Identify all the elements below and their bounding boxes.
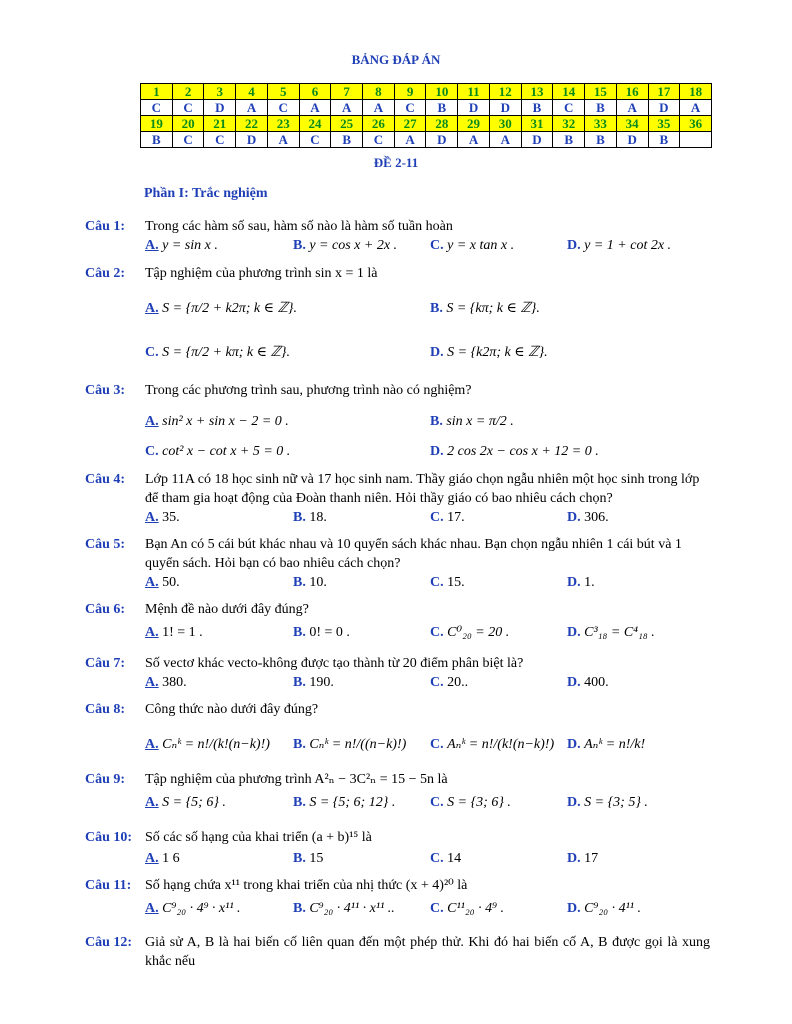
- option-b: B. Cₙᵏ = n!/((n−k)!): [293, 737, 407, 752]
- question-number-cell: 17: [648, 84, 680, 100]
- option-c: C. C¹¹₂₀ · 4⁹ .: [430, 901, 504, 916]
- answer-cell: B: [141, 132, 173, 148]
- question-text: Mệnh đề nào dưới đây đúng?: [145, 602, 309, 617]
- answer-cell: B: [585, 100, 617, 116]
- option-d: D. 1.: [567, 575, 595, 590]
- question-label: Câu 12:: [85, 935, 133, 950]
- question-number-cell: 19: [141, 116, 173, 132]
- answer-cell: B: [648, 132, 680, 148]
- question-4: [85, 470, 710, 527]
- question-number-cell: 18: [680, 84, 712, 100]
- question-6: [85, 600, 710, 642]
- option-c: C. S = {3; 6} .: [430, 795, 511, 810]
- question-text: Số các số hạng của khai triển (a + b)¹⁵ là: [145, 830, 372, 845]
- option-b: B. C⁹₂₀ · 4¹¹ · x¹¹ ..: [293, 901, 395, 916]
- question-label: Câu 3:: [85, 383, 126, 398]
- question-7: [85, 654, 710, 692]
- question-10: [85, 828, 710, 868]
- question-label: Câu 5:: [85, 537, 126, 552]
- option-d: D. y = 1 + cot 2x .: [567, 238, 672, 253]
- answer-cell: D: [426, 132, 458, 148]
- question-number-cell: 27: [394, 116, 426, 132]
- answer-cell: B: [331, 132, 363, 148]
- answer-cell: A: [236, 100, 268, 116]
- answer-cell: B: [553, 132, 585, 148]
- answer-cell: C: [172, 132, 204, 148]
- option-d: D. 306.: [567, 510, 609, 525]
- option-c: C. 14: [430, 851, 462, 866]
- part-title: Phần I: Trắc nghiệm: [144, 186, 268, 201]
- question-text: Số hạng chứa x¹¹ trong khai triển của nhị thức (x + 4)²⁰ là: [145, 878, 468, 893]
- question-number-cell: 34: [616, 116, 648, 132]
- answer-cell: A: [363, 100, 395, 116]
- option-b: B. 190.: [293, 675, 334, 690]
- question-2: [85, 264, 710, 373]
- option-c: C. C⁰₂₀ = 20 .: [430, 625, 510, 640]
- option-a: A. Cₙᵏ = n!/(k!(n−k)!): [145, 737, 270, 752]
- answer-cell: C: [363, 132, 395, 148]
- question-11: [85, 876, 710, 918]
- answer-cell: B: [585, 132, 617, 148]
- answer-cell: D: [616, 132, 648, 148]
- answer-cell: A: [267, 132, 299, 148]
- question-number-cell: 25: [331, 116, 363, 132]
- question-label: Câu 2:: [85, 266, 126, 281]
- question-text: Bạn An có 5 cái bút khác nhau và 10 quyển sách khác nhau. Bạn chọn ngẫu nhiên 1 cái bút và 1 quyển sách. Hỏi bạn có bao nhiêu cách chọn?: [145, 537, 682, 571]
- question-label: Câu 10:: [85, 830, 133, 845]
- option-d: D. 17: [567, 851, 599, 866]
- option-a: A. 1! = 1 .: [145, 625, 203, 640]
- question-label: Câu 1:: [85, 219, 126, 234]
- answer-cell: C: [553, 100, 585, 116]
- question-number-cell: 33: [585, 116, 617, 132]
- answer-cell: C: [141, 100, 173, 116]
- option-c: C. y = x tan x .: [430, 238, 515, 253]
- answer-cell: D: [204, 100, 236, 116]
- question-text: Trong các phương trình sau, phương trình nào có nghiệm?: [145, 383, 472, 398]
- question-label: Câu 6:: [85, 602, 126, 617]
- question-number-cell: 15: [585, 84, 617, 100]
- question-text: Tập nghiệm của phương trình sin x = 1 là: [145, 266, 378, 281]
- option-d: D. C³₁₈ = C⁴₁₈ .: [567, 625, 655, 640]
- question-number-cell: 21: [204, 116, 236, 132]
- question-label: Câu 7:: [85, 656, 126, 671]
- answer-cell: B: [521, 100, 553, 116]
- question-number-cell: 22: [236, 116, 268, 132]
- option-b: B. y = cos x + 2x .: [293, 238, 398, 253]
- answer-cell: [680, 132, 712, 148]
- answer-cell: D: [521, 132, 553, 148]
- answer-cell: C: [394, 100, 426, 116]
- option-a: A. 35.: [145, 510, 180, 525]
- question-number-cell: 24: [299, 116, 331, 132]
- answer-cell: A: [616, 100, 648, 116]
- question-number-cell: 31: [521, 116, 553, 132]
- option-b: B. 10.: [293, 575, 327, 590]
- answer-cell: C: [299, 132, 331, 148]
- option-a: A. 1 6: [145, 851, 180, 866]
- question-text: Trong các hàm số sau, hàm số nào là hàm số tuần hoàn: [145, 219, 453, 234]
- answer-cell: A: [299, 100, 331, 116]
- question-text: Số vectơ khác vecto-không được tạo thành từ 20 điểm phân biệt là?: [145, 656, 524, 671]
- exam-code: ĐỀ 2-11: [373, 155, 419, 170]
- question-number-cell: 35: [648, 116, 680, 132]
- question-number-cell: 13: [521, 84, 553, 100]
- option-a: A. S = {5; 6} .: [145, 795, 226, 810]
- answer-cell: A: [680, 100, 712, 116]
- answer-cell: A: [394, 132, 426, 148]
- question-text: Công thức nào dưới đây đúng?: [145, 702, 319, 717]
- option-d: D. S = {3; 5} .: [567, 795, 648, 810]
- option-b: B. S = {5; 6; 12} .: [293, 795, 396, 810]
- option-a: A. C⁹₂₀ · 4⁹ · x¹¹ .: [145, 901, 241, 916]
- answer-cell: A: [458, 132, 490, 148]
- option-b: B. 0! = 0 .: [293, 625, 350, 640]
- option-b: B. 15: [293, 851, 324, 866]
- option-c: C. cot² x − cot x + 5 = 0 .: [145, 444, 291, 459]
- question-text: Giả sử A, B là hai biến cố liên quan đến một phép thử. Khi đó hai biến cố A, B được gọi là xung khắc nếu: [145, 935, 710, 969]
- answer-cell: D: [648, 100, 680, 116]
- question-3: [85, 381, 710, 461]
- page-title: BẢNG ĐÁP ÁN: [351, 52, 441, 67]
- option-d: D. 2 cos 2x − cos x + 12 = 0 .: [430, 444, 599, 459]
- answer-cell: D: [236, 132, 268, 148]
- question-text: Tập nghiệm của phương trình A²ₙ − 3C²ₙ = 15 − 5n là: [145, 772, 448, 787]
- option-d: D. S = {k2π; k ∈ ℤ}.: [430, 345, 548, 360]
- answer-cell: C: [267, 100, 299, 116]
- option-a: A. 50.: [145, 575, 180, 590]
- question-number-cell: 1: [141, 84, 173, 100]
- option-b: B. sin x = π/2 .: [430, 414, 514, 429]
- option-c: C. Aₙᵏ = n!/(k!(n−k)!): [430, 737, 555, 752]
- option-c: C. S = {π/2 + kπ; k ∈ ℤ}.: [145, 345, 291, 360]
- question-9: [85, 770, 710, 812]
- question-text: Lớp 11A có 18 học sinh nữ và 17 học sinh nam. Thầy giáo chọn ngẫu nhiên một học sinh trong lớp để tham gia hoạt động của Đoàn thanh niên. Hỏi thầy giáo có bao nhiêu cách chọn?: [145, 472, 700, 506]
- answer-cell: A: [489, 132, 521, 148]
- question-label: Câu 8:: [85, 702, 126, 717]
- question-number-cell: 26: [363, 116, 395, 132]
- question-number-cell: 12: [489, 84, 521, 100]
- question-number-cell: 30: [489, 116, 521, 132]
- question-label: Câu 11:: [85, 878, 132, 893]
- question-number-cell: 36: [680, 116, 712, 132]
- question-number-cell: 20: [172, 116, 204, 132]
- question-number-cell: 10: [426, 84, 458, 100]
- option-a: A. 380.: [145, 675, 187, 690]
- question-number-cell: 2: [172, 84, 204, 100]
- question-12: [85, 933, 710, 971]
- question-label: Câu 9:: [85, 772, 126, 787]
- option-a: A. S = {π/2 + k2π; k ∈ ℤ}.: [145, 301, 298, 316]
- answer-cell: D: [458, 100, 490, 116]
- question-number-cell: 28: [426, 116, 458, 132]
- option-c: C. 17.: [430, 510, 465, 525]
- option-d: D. Aₙᵏ = n!/k!: [567, 737, 646, 752]
- question-number-cell: 6: [299, 84, 331, 100]
- answer-cell: D: [489, 100, 521, 116]
- answer-table: [140, 83, 712, 148]
- option-b: B. S = {kπ; k ∈ ℤ}.: [430, 301, 540, 316]
- option-d: D. 400.: [567, 675, 609, 690]
- question-number-cell: 4: [236, 84, 268, 100]
- question-number-cell: 32: [553, 116, 585, 132]
- option-c: C. 20..: [430, 675, 469, 690]
- answer-cell: B: [426, 100, 458, 116]
- option-a: A. sin² x + sin x − 2 = 0 .: [145, 414, 289, 429]
- question-number-cell: 8: [363, 84, 395, 100]
- question-number-cell: 3: [204, 84, 236, 100]
- question-number-cell: 5: [267, 84, 299, 100]
- option-a: A. y = sin x .: [145, 238, 218, 253]
- question-number-cell: 9: [394, 84, 426, 100]
- option-c: C. 15.: [430, 575, 465, 590]
- answer-cell: A: [331, 100, 363, 116]
- option-b: B. 18.: [293, 510, 327, 525]
- question-number-cell: 16: [616, 84, 648, 100]
- option-d: D. C⁹₂₀ · 4¹¹ .: [567, 901, 641, 916]
- question-label: Câu 4:: [85, 472, 126, 487]
- question-number-cell: 7: [331, 84, 363, 100]
- answer-cell: C: [172, 100, 204, 116]
- question-1: [85, 217, 710, 255]
- question-8: [85, 700, 710, 765]
- answer-cell: C: [204, 132, 236, 148]
- question-5: [85, 535, 710, 592]
- question-number-cell: 14: [553, 84, 585, 100]
- question-number-cell: 29: [458, 116, 490, 132]
- question-number-cell: 11: [458, 84, 490, 100]
- question-number-cell: 23: [267, 116, 299, 132]
